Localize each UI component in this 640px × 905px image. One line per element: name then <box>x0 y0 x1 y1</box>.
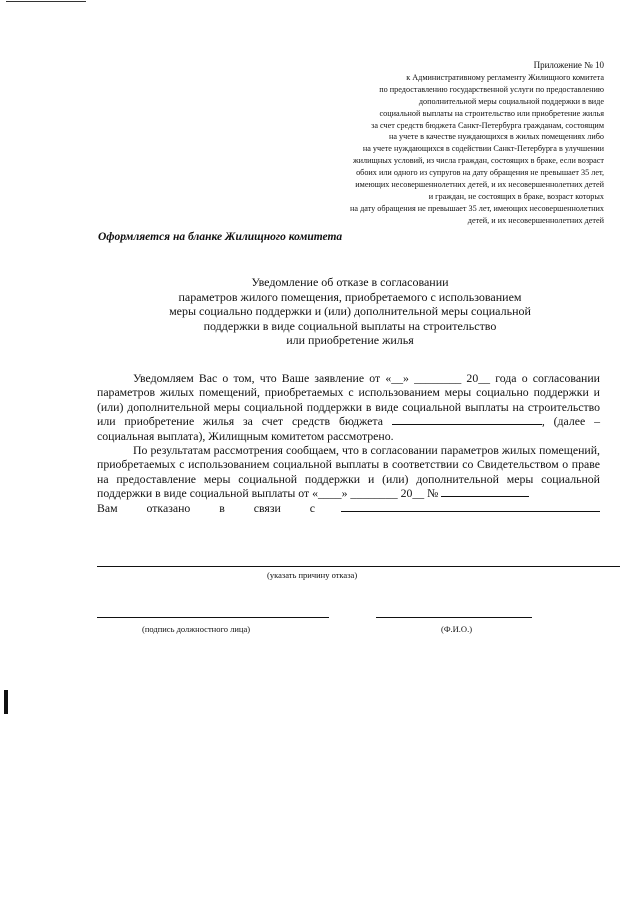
margin-scan-mark <box>4 690 8 714</box>
signature-line <box>97 617 329 618</box>
appendix-line: на учете нуждающихся в содействии Санкт-Петербурга в улучшении <box>362 144 604 154</box>
fio-line <box>376 617 532 618</box>
appendix-line: за счет средств бюджета Санкт-Петербурга гражданам, состоящим <box>371 120 604 130</box>
reason-caption: (указать причину отказа) <box>267 570 358 580</box>
paragraph-notification-text: Уведомляем Вас о том, что Ваше заявление от «__» ________ 20__ года о согласовании параметров жилых помещений, приобретаемых с использованием меры социально поддержки и (или) дополнительной меры социальной поддержки в виде социальной выплаты на строительство или приобретение жилья за счет средств бюджета <box>97 371 600 429</box>
appendix-line: имеющих несовершеннолетних детей, и их несовершеннолетних детей <box>355 180 604 190</box>
document-body <box>97 371 600 515</box>
title-line: поддержки в виде социальной выплаты на строительство <box>203 318 497 333</box>
paragraph-result-text: По результатам рассмотрения сообщаем, что в согласовании параметров жилых помещений, приобретаемых с использованием социальной выплаты в соответствии со Свидетельством о праве на предоставление меры социальной поддержки и (или) дополнительной меры социальной поддержки в виде социальной выплаты от «____» ________ 20__ № <box>97 443 600 501</box>
appendix-line: и граждан, не состоящих в браке, возраст которых <box>428 191 604 201</box>
paragraph-result <box>97 443 600 501</box>
reason-line-2 <box>97 566 620 567</box>
appendix-line: к Административному регламенту Жилищного комитета <box>406 72 604 82</box>
appendix-line: по предоставлению государственной услуги по предоставлению <box>379 84 604 94</box>
appendix-line: на дату обращения не превышает 35 лет, имеющих несовершеннолетних <box>350 203 604 213</box>
appendix-number: Приложение № 10 <box>533 60 604 70</box>
title-line: параметров жилого помещения, приобретаемого с использованием <box>178 289 522 304</box>
appendix-line: детей, и их несовершеннолетних детей <box>467 215 604 225</box>
appendix-line: жилищных условий, из числа граждан, состоящих в браке, если возраст <box>353 156 604 166</box>
title-line: меры социально поддержки и (или) дополнительной меры социальной <box>169 304 531 319</box>
budget-blank-line <box>392 414 542 425</box>
appendix-line: дополнительной меры социальной поддержки в виде <box>418 96 604 106</box>
document-title <box>100 275 600 348</box>
title-line: Уведомление об отказе в согласовании <box>251 275 449 289</box>
title-line: или приобретение жилья <box>286 333 414 348</box>
appendix-line: социальной выплаты на строительство или приобретение жилья <box>379 108 604 118</box>
paragraph-notification-end: , (далее – социальная выплата), Жилищным комитетом рассмотрено. <box>97 414 600 443</box>
appendix-line: обоих или одного из супругов на дату обращения не превышает 35 лет, <box>356 168 604 178</box>
appendix-line: на учете в качестве нуждающихся в жилых помещениях либо <box>389 132 604 142</box>
paragraph-notification <box>97 371 600 443</box>
top-edge-line <box>6 1 86 2</box>
appendix-header <box>264 60 604 227</box>
paragraph-refused-text: Вам отказано в связи с <box>97 500 316 515</box>
reason-blank-line <box>341 501 600 512</box>
signature-caption: (подпись должностного лица) <box>142 624 251 634</box>
blank-note: Оформляется на бланке Жилищного комитета <box>98 231 343 243</box>
certificate-number-line <box>441 486 529 497</box>
fio-caption: (Ф.И.О.) <box>441 624 473 634</box>
paragraph-refused <box>97 501 600 515</box>
